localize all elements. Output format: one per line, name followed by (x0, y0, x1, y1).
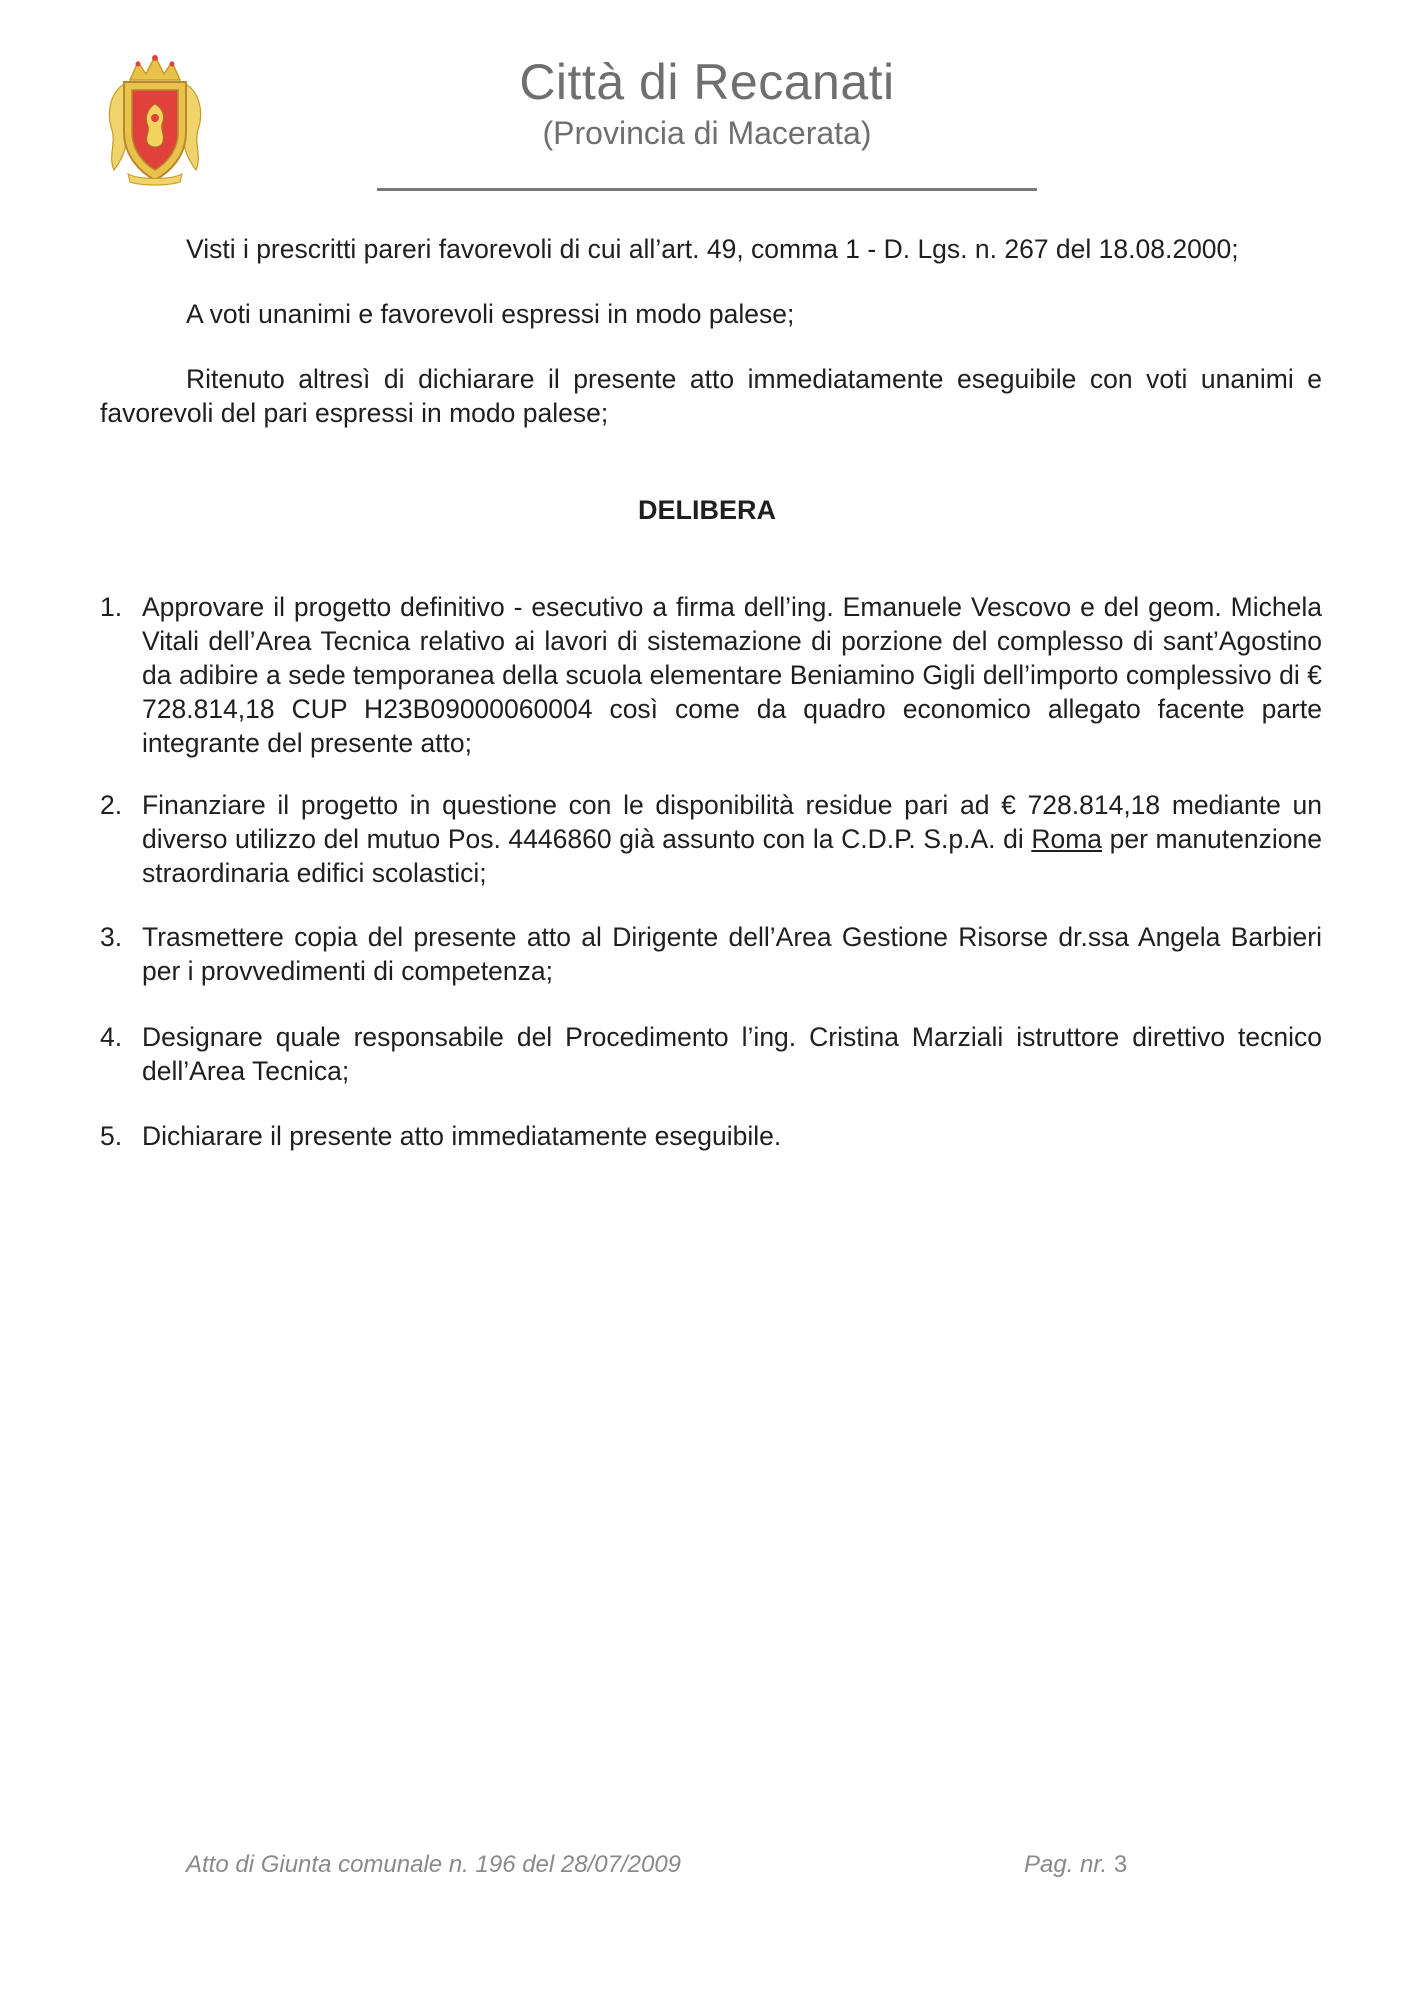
footer-page-number (1024, 1850, 1127, 1880)
list-item (100, 920, 1322, 988)
page-label: Pag. nr. (1024, 1851, 1108, 1878)
city-title: Città di Recanati (519, 54, 895, 110)
list-item (100, 590, 1322, 760)
list-item-text: Approvare il progetto definitivo - esecutivo a firma dell’ing. Emanuele Vescovo e del geom. Michela Vitali dell’Area Tecnica relativo ai lavori di sistemazione di porzione del complesso di sant’Agostino da adibire a sede temporanea della scuola elementare Beniamino Gigli dell’importo complessivo di € 728.814,18 CUP H23B09000060004 così come da quadro economico allegato facente parte integrante del presente atto; (142, 592, 1322, 758)
underlined-place-name: Roma (1031, 824, 1103, 854)
list-item-number: 2. (100, 790, 123, 820)
page-number: 3 (1113, 1851, 1128, 1878)
list-item-text-part: per manutenzione straordinaria edifici scolastici; (142, 824, 1322, 888)
list-item (100, 788, 1322, 890)
province-subtitle: (Provincia di Macerata) (542, 115, 872, 151)
paragraph-ritenuto: Ritenuto altresì di dichiarare il presente atto immediatamente eseguibile con voti unanimi e favorevoli del pari espressi in modo palese; (100, 364, 1322, 428)
delibera-heading: DELIBERA (637, 495, 776, 525)
header-divider (377, 188, 1037, 191)
list-item (100, 1020, 1322, 1088)
list-item-number: 3. (100, 922, 123, 952)
list-item-text: Dichiarare il presente atto immediatamente eseguibile. (142, 1121, 782, 1151)
paragraph-voti: A voti unanimi e favorevoli espressi in modo palese; (186, 299, 795, 329)
list-item-text (142, 788, 1322, 890)
paragraph-pareri: Visti i prescritti pareri favorevoli di cui all’art. 49, comma 1 - D. Lgs. n. 267 del 18.08.2000; (186, 234, 1239, 264)
list-item-number: 4. (100, 1022, 123, 1052)
list-item-number: 5. (100, 1121, 123, 1151)
list-item-text: Designare quale responsabile del Procedimento l’ing. Cristina Marziali istruttore direttivo tecnico dell’Area Tecnica; (142, 1022, 1322, 1086)
list-item-number: 1. (100, 592, 123, 622)
list-item (100, 1119, 1322, 1153)
list-item-text: Trasmettere copia del presente atto al Dirigente dell’Area Gestione Risorse dr.ssa Angela Barbieri per i provvedimenti di competenza; (142, 922, 1322, 986)
footer-act-reference: Atto di Giunta comunale n. 196 del 28/07/2009 (186, 1851, 682, 1878)
list-item-text-part: Finanziare il progetto in questione con le disponibilità residue pari ad € 728.814,18 mediante un diverso utilizzo del mutuo Pos. 4446860 già assunto con la C.D.P. S.p.A. di (142, 790, 1322, 854)
